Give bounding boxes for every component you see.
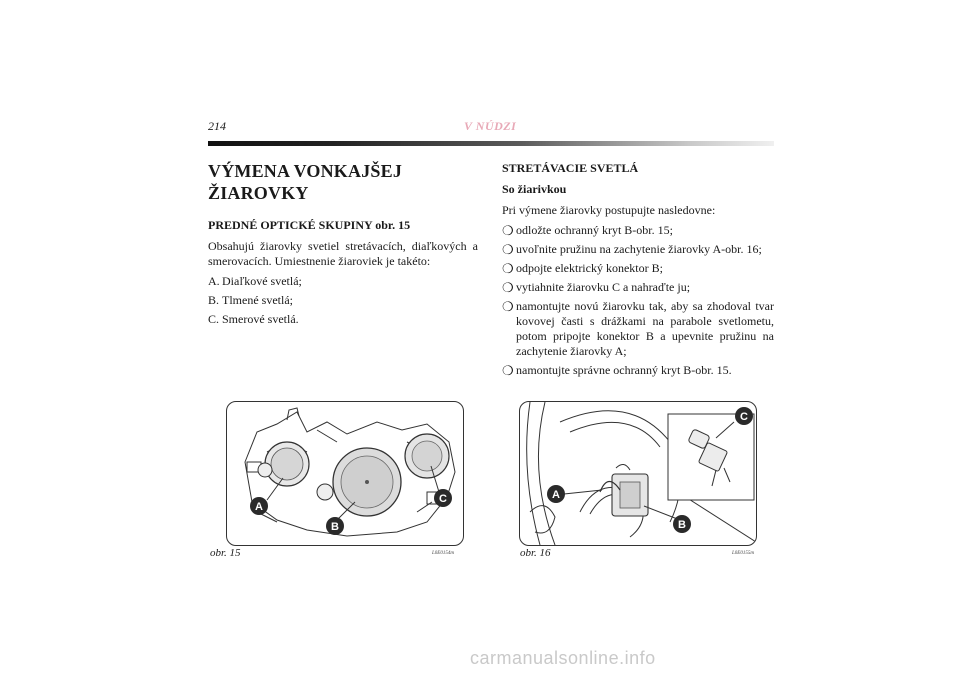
bullet-item bbox=[502, 242, 774, 257]
bullet-icon: ❍ bbox=[502, 261, 514, 276]
bulb-replacement-figure bbox=[519, 401, 757, 546]
bullet-text: namontujte správne ochranný kryt B-obr. 15. bbox=[516, 363, 732, 377]
figure-code: L0E0154m bbox=[432, 551, 454, 556]
bullet-text: vytiahnite žiarovku C a nahraďte ju; bbox=[516, 280, 691, 294]
page-title: VÝMENA VONKAJŠEJ ŽIAROVKY bbox=[208, 161, 403, 203]
bullet-icon: ❍ bbox=[502, 242, 514, 257]
headlamp-illustration bbox=[227, 402, 463, 545]
list-item bbox=[208, 274, 478, 289]
callout-label: C bbox=[740, 411, 748, 423]
procedure-heading: STRETÁVACIE SVETLÁ bbox=[502, 161, 639, 175]
bullet-item bbox=[502, 299, 774, 359]
procedure-intro: Pri výmene žiarovky postupujte nasledovne: bbox=[502, 203, 716, 217]
page-number: 214 bbox=[208, 119, 226, 133]
bullet-icon: ❍ bbox=[502, 363, 514, 378]
left-column bbox=[208, 160, 478, 331]
callout-label: B bbox=[331, 521, 339, 533]
intro-paragraph: Obsahujú žiarovky svetiel stretávacích, diaľkových a smerovacích. Umiestnenie žiaroviek je takéto: bbox=[208, 239, 478, 268]
right-column bbox=[502, 161, 774, 382]
callout-label: A bbox=[552, 489, 560, 501]
bulb-illustration bbox=[520, 402, 756, 545]
figure-caption: obr. 15 bbox=[210, 547, 241, 559]
bullet-item bbox=[502, 363, 774, 378]
list-item bbox=[208, 293, 478, 308]
list-letter: C. bbox=[208, 312, 220, 326]
figure-code: L0E0155m bbox=[732, 551, 754, 556]
list-text: Tlmené svetlá; bbox=[222, 293, 293, 307]
bullet-text: uvoľnite pružinu na zachytenie žiarovky A-obr. 16; bbox=[516, 242, 762, 256]
subsection-title: PREDNÉ OPTICKÉ SKUPINY obr. 15 bbox=[208, 218, 411, 232]
list-text: Diaľkové svetlá; bbox=[222, 274, 302, 288]
procedure-subheading: So žiarivkou bbox=[502, 182, 567, 196]
callout-label: B bbox=[678, 519, 686, 531]
watermark: carmanualsonline.info bbox=[470, 648, 656, 668]
bullet-text: odložte ochranný kryt B-obr. 15; bbox=[516, 223, 673, 237]
bullet-item bbox=[502, 280, 774, 295]
header-rule bbox=[208, 141, 774, 146]
list-item bbox=[208, 312, 478, 327]
list-text: Smerové svetlá. bbox=[222, 312, 299, 326]
bullet-text: namontujte novú žiarovku tak, aby sa zhodoval tvar kovovej časti s drážkami na parabole svetlometu, potom pripojte konektor B a upevnite pružinu na zachytenie žiarovky A; bbox=[516, 299, 774, 358]
list-letter: A. bbox=[208, 274, 220, 288]
bullet-icon: ❍ bbox=[502, 280, 514, 295]
section-title: V NÚDZI bbox=[464, 119, 517, 133]
headlamp-figure bbox=[226, 401, 464, 546]
bullet-icon: ❍ bbox=[502, 299, 514, 314]
callout-label: C bbox=[439, 493, 447, 505]
bullet-item bbox=[502, 223, 774, 238]
bullet-icon: ❍ bbox=[502, 223, 514, 238]
figure-caption: obr. 16 bbox=[520, 547, 551, 559]
callout-label: A bbox=[255, 501, 263, 513]
list-letter: B. bbox=[208, 293, 220, 307]
bullet-item bbox=[502, 261, 774, 276]
bullet-text: odpojte elektrický konektor B; bbox=[516, 261, 663, 275]
